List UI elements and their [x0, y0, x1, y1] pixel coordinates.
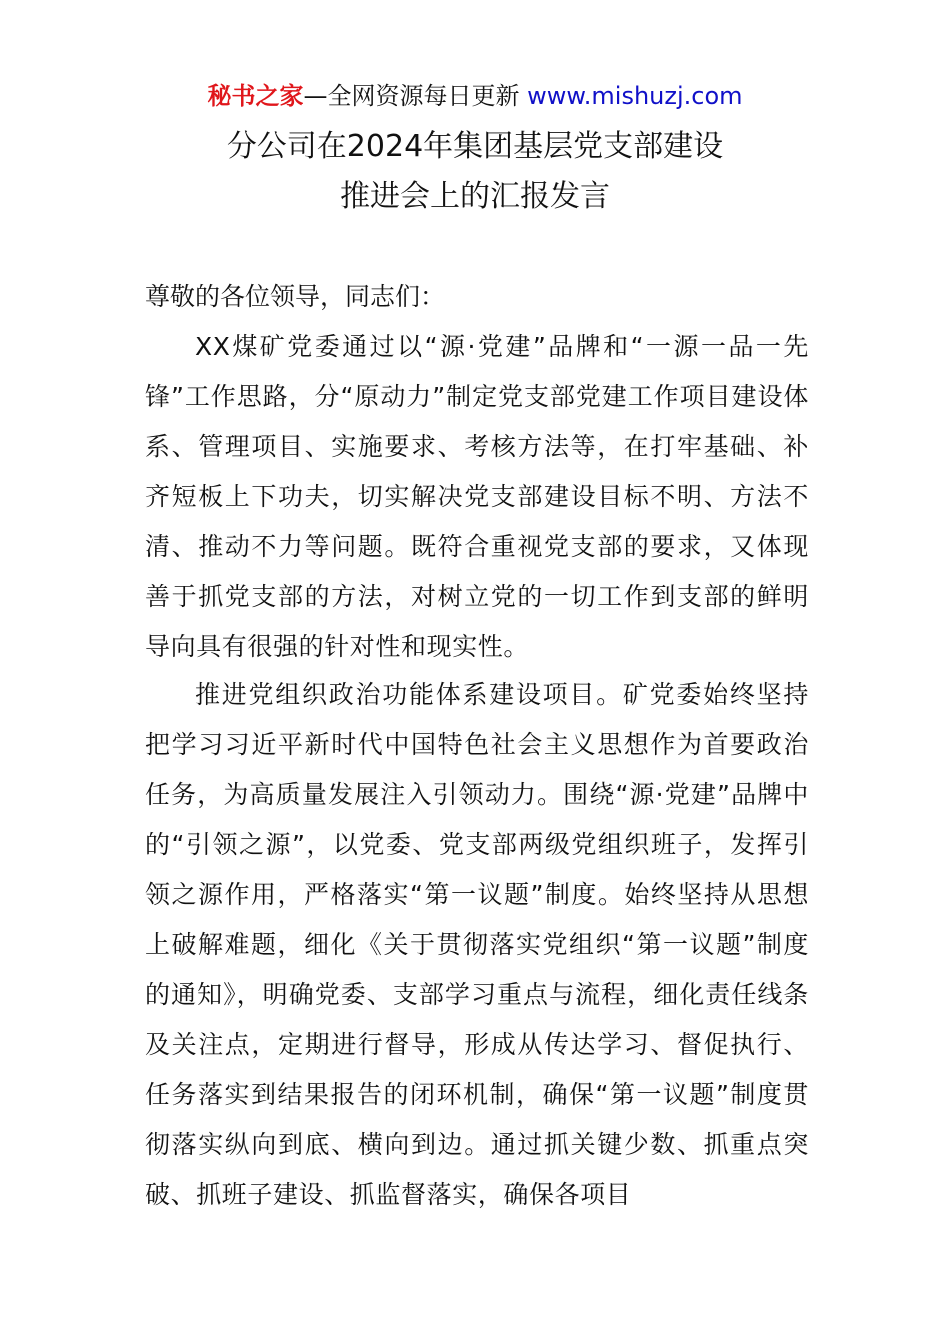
site-header [0, 80, 950, 112]
brand-name: 秘书之家 [207, 82, 304, 110]
body-paragraph-2: 推进党组织政治功能体系建设项目。矿党委始终坚持把学习习近平新时代中国特色社会主义思想作为首要政治任务，为高质量发展注入引领动力。围绕“源·党建”品牌中的“引领之源”，以党委、党支部两级党组织班子，发挥引领之源作用，严格落实“第一议题”制度。始终坚持从思想上破解难题，细化《关于贯彻落实党组织“第一议题”制度的通知》，明确党委、支部学习重点与流程，细化责任线条及关注点，定期进行督导，形成从传达学习、督促执行、任务落实到结果报告的闭环机制，确保“第一议题”制度贯彻落实纵向到底、横向到边。通过抓关键少数、抓重点突破、抓班子建设、抓监督落实，确保各项目 [145, 680, 809, 1209]
salutation: 尊敬的各位领导，同志们： [145, 282, 446, 311]
document-title-line-1: 分公司在2024年集团基层党支部建设 [226, 129, 724, 164]
document-title-line-2: 推进会上的汇报发言 [340, 179, 610, 214]
header-tagline: —全网资源每日更新 [303, 82, 520, 110]
site-url-link[interactable]: www.mishuzj.com [527, 82, 743, 110]
body-paragraph-1: XX煤矿党委通过以“源·党建”品牌和“一源一品一先锋”工作思路，分“原动力”制定党支部党建工作项目建设体系、管理项目、实施要求、考核方法等，在打牢基础、补齐短板上下功夫，切实解决党支部建设目标不明、方法不清、推动不力等问题。既符合重视党支部的要求，又体现善于抓党支部的方法，对树立党的一切工作到支部的鲜明导向具有很强的针对性和现实性。 [145, 332, 809, 661]
